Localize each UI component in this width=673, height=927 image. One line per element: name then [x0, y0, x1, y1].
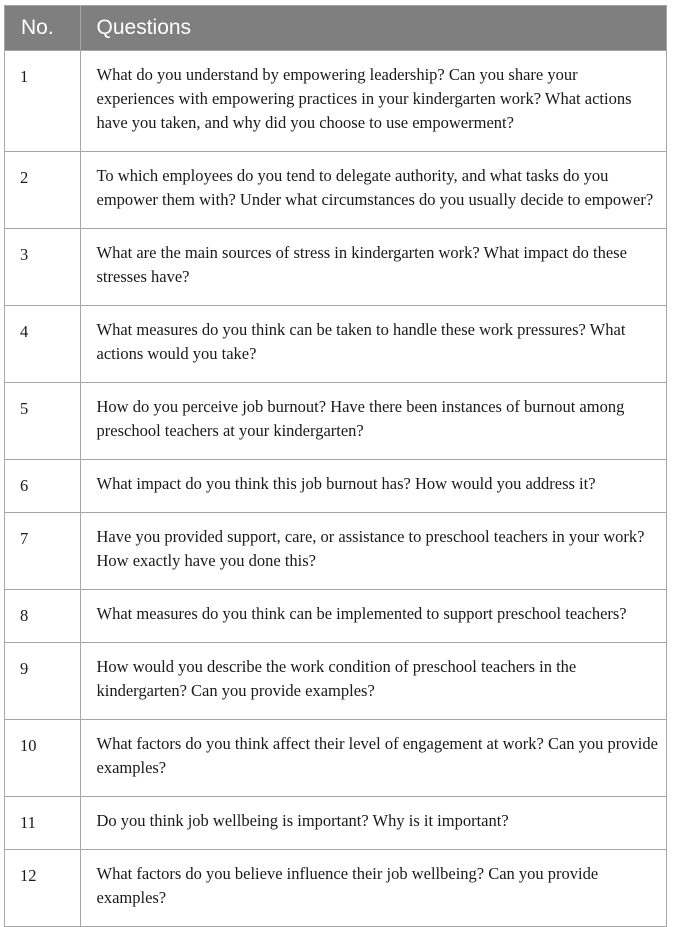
table-row: [5, 796, 666, 849]
questions-table-container: [4, 5, 667, 927]
row-number: 9: [5, 642, 80, 719]
row-number: 7: [5, 512, 80, 589]
row-number: 12: [5, 849, 80, 926]
row-number: 5: [5, 382, 80, 459]
table-header-row: [5, 6, 666, 50]
table-row: [5, 382, 666, 459]
row-question: How would you describe the work condition of preschool teachers in the kindergarten? Can you provide examples?: [80, 642, 666, 719]
questions-table: [5, 6, 666, 926]
row-number: 10: [5, 719, 80, 796]
table-row: [5, 589, 666, 642]
header-no: No.: [5, 6, 80, 50]
table-row: [5, 50, 666, 151]
table-row: [5, 151, 666, 228]
row-question: What are the main sources of stress in kindergarten work? What impact do these stresses have?: [80, 228, 666, 305]
table-row: [5, 849, 666, 926]
row-question: What factors do you think affect their level of engagement at work? Can you provide examples?: [80, 719, 666, 796]
table-row: [5, 228, 666, 305]
row-number: 2: [5, 151, 80, 228]
row-number: 1: [5, 50, 80, 151]
row-question: Have you provided support, care, or assistance to preschool teachers in your work? How exactly have you done this?: [80, 512, 666, 589]
row-question: What measures do you think can be implemented to support preschool teachers?: [80, 589, 666, 642]
row-question: How do you perceive job burnout? Have there been instances of burnout among preschool teachers at your kindergarten?: [80, 382, 666, 459]
row-number: 8: [5, 589, 80, 642]
row-number: 6: [5, 459, 80, 512]
row-question: Do you think job wellbeing is important? Why is it important?: [80, 796, 666, 849]
table-row: [5, 719, 666, 796]
header-questions: Questions: [80, 6, 666, 50]
table-row: [5, 512, 666, 589]
table-row: [5, 305, 666, 382]
row-number: 3: [5, 228, 80, 305]
row-question: What factors do you believe influence their job wellbeing? Can you provide examples?: [80, 849, 666, 926]
row-number: 11: [5, 796, 80, 849]
row-question: What do you understand by empowering leadership? Can you share your experiences with empowering practices in your kindergarten work? What actions have you taken, and why did you choose to use empowerment?: [80, 50, 666, 151]
table-row: [5, 642, 666, 719]
row-number: 4: [5, 305, 80, 382]
row-question: What measures do you think can be taken to handle these work pressures? What actions would you take?: [80, 305, 666, 382]
row-question: To which employees do you tend to delegate authority, and what tasks do you empower them with? Under what circumstances do you usually decide to empower?: [80, 151, 666, 228]
row-question: What impact do you think this job burnout has? How would you address it?: [80, 459, 666, 512]
table-row: [5, 459, 666, 512]
